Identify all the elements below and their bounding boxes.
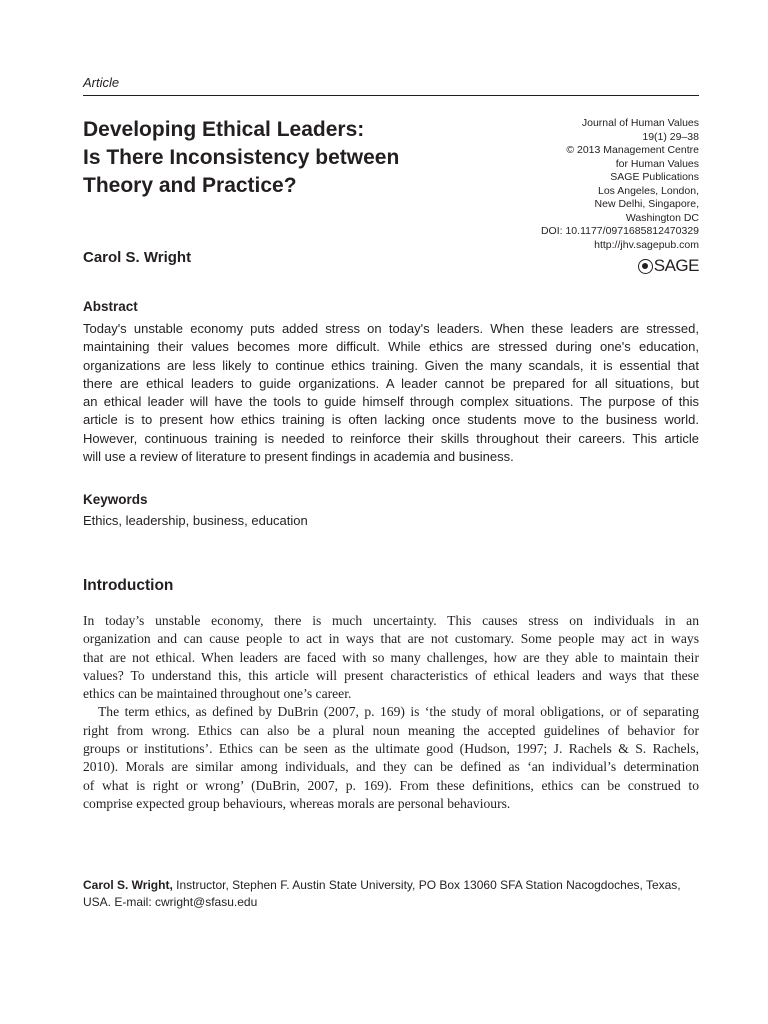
- journal-name: Journal of Human Values: [581, 117, 699, 129]
- abstract-heading: Abstract: [83, 299, 138, 314]
- journal-location: Washington DC: [625, 211, 699, 224]
- footnote-email: USA. E-mail: cwright@sfasu.edu: [83, 895, 258, 909]
- abstract-line: However, continuous training is needed to reinforce their skills throughout their careers. This article: [83, 430, 699, 446]
- journal-publisher: SAGE Publications: [610, 171, 699, 183]
- abstract-line: organizations are less likely to continue ethics training. Given the many scandals, it is essential that: [83, 357, 699, 373]
- title-line: Is There Inconsistency between: [83, 146, 400, 169]
- journal-info-block: [459, 117, 699, 252]
- journal-doi[interactable]: DOI: 10.1177/0971685812470329: [540, 225, 699, 237]
- body-line: 2010). Morals are similar among individuals, and they can be defined as ‘an individual’s determination: [83, 759, 699, 775]
- article-type-label: Article: [83, 75, 120, 90]
- footnote-affiliation: Instructor, Stephen F. Austin State University, PO Box 13060 SFA Station Nacogdoches, Texas,: [172, 878, 681, 892]
- keywords-heading: Keywords: [83, 492, 148, 507]
- publisher-logo-text: SAGE: [653, 256, 699, 275]
- journal-copyright: © 2013 Management Centre: [566, 144, 699, 156]
- keywords-list: Ethics, leadership, business, education: [83, 513, 308, 528]
- abstract-line: there are ethical leaders to guide organizations. A leader cannot be prepared for all situations, but: [83, 375, 699, 391]
- title-line: Theory and Practice?: [83, 174, 297, 197]
- body-line: The term ethics, as defined by DuBrin (2007, p. 169) is ‘the study of moral obligations, or of separating: [98, 704, 699, 720]
- body-line: of what is right or wrong’ (DuBrin, 2007, p. 169). From these definitions, ethics can be construed to: [83, 777, 699, 793]
- footnote-line: [83, 877, 703, 894]
- author-name: Carol S. Wright: [83, 249, 192, 266]
- abstract-line: article is to present how ethics training is often lacking once students move to the business world.: [83, 412, 699, 428]
- journal-location: Los Angeles, London,: [597, 184, 699, 197]
- body-line: that are not ethical. When leaders are faced with so many challenges, how are they able to maintain their: [83, 649, 699, 665]
- journal-url[interactable]: http://jhv.sagepub.com: [594, 238, 699, 251]
- body-line: right from wrong. Ethics can also be a plural noun meaning the accepted guidelines of behavior for: [83, 722, 699, 738]
- footnote-author-name: Carol S. Wright,: [83, 878, 173, 892]
- body-line: values? To understand this, this article will present characteristics of ethical leaders and ways that these: [83, 667, 699, 683]
- abstract-body: [83, 320, 699, 466]
- author-footnote: [83, 877, 703, 911]
- sage-logo-icon: [638, 259, 653, 274]
- body-line: comprise expected group behaviours, whereas morals are personal behaviours.: [83, 795, 511, 811]
- article-title: [83, 116, 463, 200]
- body-line: ethics can be maintained throughout one’s career.: [83, 686, 352, 702]
- header-rule: [83, 95, 699, 96]
- journal-volume: 19(1) 29–38: [642, 130, 699, 143]
- journal-location: New Delhi, Singapore,: [594, 198, 699, 210]
- introduction-body: [83, 612, 699, 813]
- title-line: Developing Ethical Leaders:: [83, 118, 365, 141]
- publisher-logo: [638, 256, 699, 276]
- body-line: organization and can cause people to act in ways that are not customary. Some people may act in ways: [83, 631, 699, 647]
- abstract-line: Today's unstable economy puts added stress on today's leaders. When these leaders are stressed,: [83, 321, 699, 336]
- abstract-line: maintaining their values becomes more difficult. While ethics are stressed during one's education,: [83, 339, 699, 355]
- introduction-heading: Introduction: [83, 577, 174, 594]
- abstract-line: an ethical leader will have the tools to guide himself through complex situations. The purpose of this: [83, 394, 699, 410]
- journal-copyright-holder: for Human Values: [615, 157, 699, 170]
- body-line: groups or institutions’. Ethics can be seen as the ultimate good (Hudson, 1997; J. Rachels & S. Rachels,: [83, 741, 699, 757]
- abstract-line: will use a review of literature to present findings in academia and business.: [83, 449, 514, 465]
- body-line: In today’s unstable economy, there is much uncertainty. This causes stress on individuals in an: [83, 613, 699, 628]
